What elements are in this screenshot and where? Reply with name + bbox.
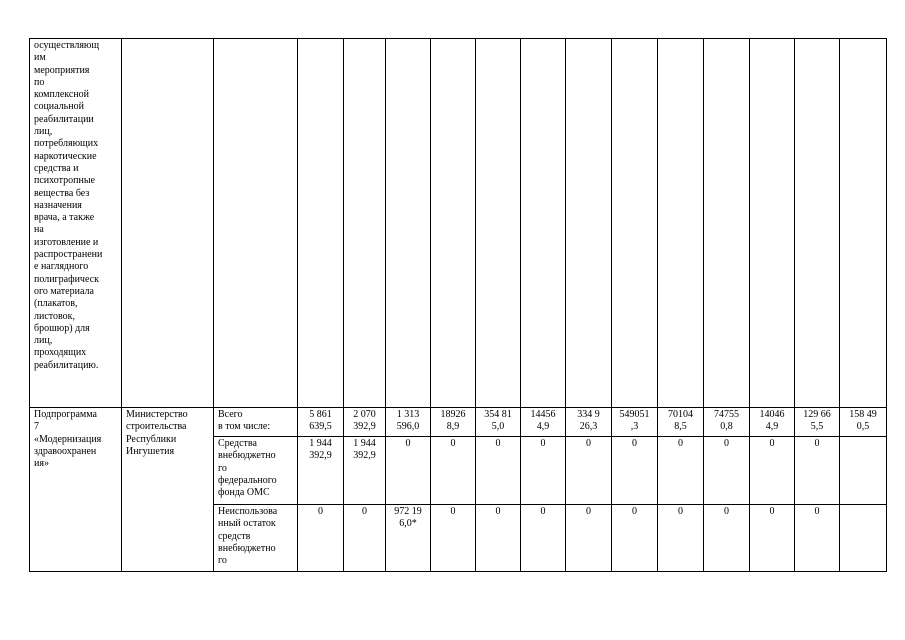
value-cell: 5 861 639,5 [298, 408, 344, 437]
value-cell: 0 [521, 437, 566, 505]
value-cell: 0 [344, 505, 386, 572]
value-cell: 334 9 26,3 [566, 408, 612, 437]
value-cell [612, 39, 658, 408]
value-cell [386, 39, 431, 408]
value-cell [750, 39, 795, 408]
measure-description-cell: осуществляющ им мероприятия по комплексной социальной реабилитации лиц, потребляющих наркотические средства и психотропные вещества без назначения врача, а также на изготовление и распространени е наглядного полиграфическ ого материала (плакатов, листовок, брошюр) для лиц, проходящих реабилитацию. [30, 39, 122, 408]
value-cell: 0 [476, 505, 521, 572]
value-cell: 0 [431, 505, 476, 572]
value-cell: 0 [750, 437, 795, 505]
table-row [30, 39, 887, 408]
value-cell: 0 [476, 437, 521, 505]
value-cell: 354 81 5,0 [476, 408, 521, 437]
value-cell: 1 944 392,9 [344, 437, 386, 505]
value-cell [476, 39, 521, 408]
value-cell: 2 070 392,9 [344, 408, 386, 437]
value-cell [840, 437, 887, 505]
value-cell [704, 39, 750, 408]
value-cell: 549051 ,3 [612, 408, 658, 437]
value-cell [658, 39, 704, 408]
value-cell: 0 [704, 437, 750, 505]
value-cell [344, 39, 386, 408]
value-cell: 972 19 6,0* [386, 505, 431, 572]
table-row [30, 408, 887, 437]
value-cell: 18926 8,9 [431, 408, 476, 437]
value-cell: 0 [658, 437, 704, 505]
value-cell: 0 [566, 505, 612, 572]
subprogram-title-cell: Подпрограмма 7 «Модернизация здравоохранен ия» [30, 408, 122, 572]
executor-cell: Министерство строительства Республики Ингушетия [122, 408, 214, 572]
value-cell: 70104 8,5 [658, 408, 704, 437]
value-cell: 14456 4,9 [521, 408, 566, 437]
executor-cell [122, 39, 214, 408]
value-cell: 0 [431, 437, 476, 505]
value-cell: 0 [386, 437, 431, 505]
value-cell: 1 313 596,0 [386, 408, 431, 437]
funding-source-cell: Неиспользова нный остаток средств внебюджетно го [214, 505, 298, 572]
value-cell: 129 66 5,5 [795, 408, 840, 437]
value-cell: 0 [795, 437, 840, 505]
value-cell: 0 [298, 505, 344, 572]
value-cell [521, 39, 566, 408]
value-cell: 158 49 0,5 [840, 408, 887, 437]
value-cell: 0 [750, 505, 795, 572]
value-cell: 14046 4,9 [750, 408, 795, 437]
value-cell: 74755 0,8 [704, 408, 750, 437]
value-cell [840, 505, 887, 572]
value-cell: 0 [521, 505, 566, 572]
value-cell: 0 [795, 505, 840, 572]
value-cell [298, 39, 344, 408]
funding-source-cell: Средства внебюджетно го федерального фонда ОМС [214, 437, 298, 505]
value-cell [566, 39, 612, 408]
value-cell: 0 [566, 437, 612, 505]
funding-source-cell [214, 39, 298, 408]
value-cell: 0 [612, 505, 658, 572]
value-cell [795, 39, 840, 408]
value-cell: 0 [704, 505, 750, 572]
funding-source-cell: Всего в том числе: [214, 408, 298, 437]
value-cell: 1 944 392,9 [298, 437, 344, 505]
value-cell [431, 39, 476, 408]
value-cell: 0 [612, 437, 658, 505]
value-cell: 0 [658, 505, 704, 572]
value-cell [840, 39, 887, 408]
budget-table [29, 38, 887, 572]
